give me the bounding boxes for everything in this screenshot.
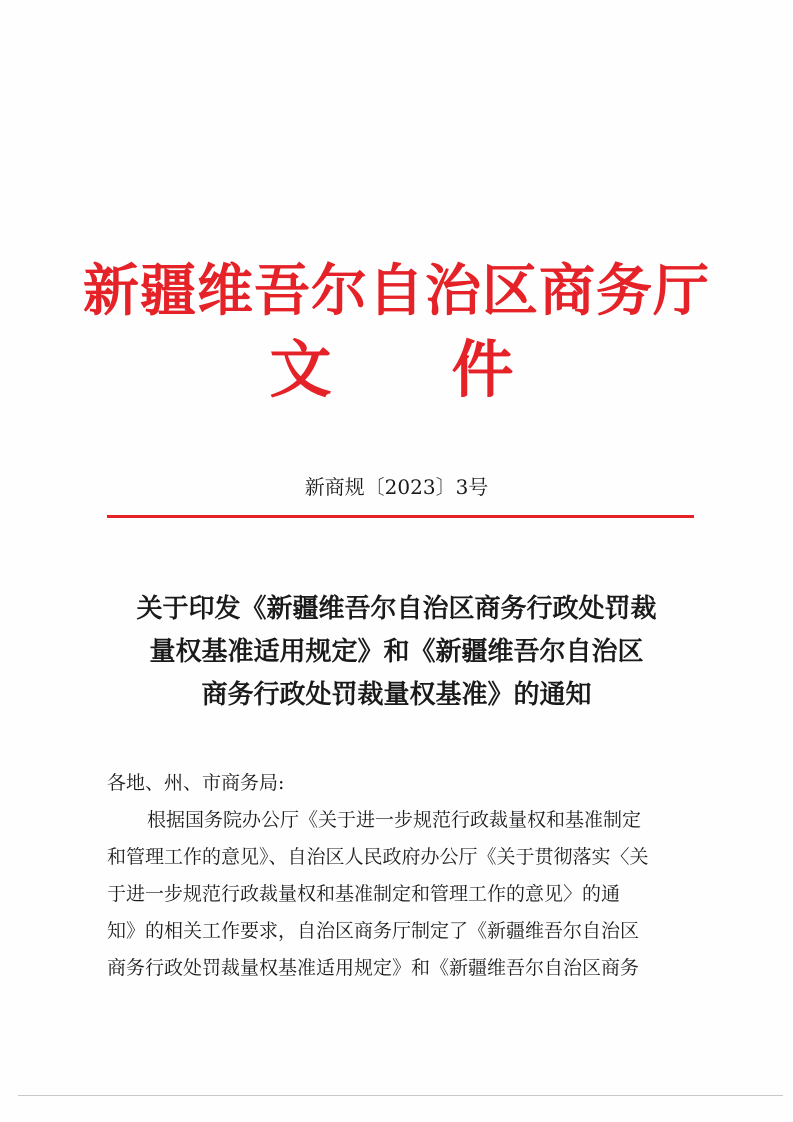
notice-title-line: 量权基准适用规定》和《新疆维吾尔自治区 (149, 637, 644, 667)
notice-title (80, 588, 713, 717)
red-divider-line (107, 515, 694, 518)
notice-title-line: 关于印发《新疆维吾尔自治区商务行政处罚裁 (136, 594, 657, 624)
body-line: 于进一步规范行政裁量权和基准制定和管理工作的意见〉的通 (107, 883, 621, 905)
page-edge-line (18, 1095, 783, 1096)
salutation: 各地、州、市商务局: (107, 772, 285, 794)
document-type-label: 文件 (269, 333, 634, 406)
body-line: 商务行政处罚裁量权基准适用规定》和《新疆维吾尔自治区商务 (107, 957, 640, 979)
body-line: 和管理工作的意见》、自治区人民政府办公厅《关于贯彻落实〈关 (107, 846, 649, 868)
notice-body (107, 765, 697, 987)
notice-title-line: 商务行政处罚裁量权基准》的通知 (201, 680, 592, 710)
body-line: 根据国务院办公厅《关于进一步规范行政裁量权和基准制定 (147, 809, 642, 831)
body-line: 知》的相关工作要求，自治区商务厅制定了《新疆维吾尔自治区 (107, 920, 640, 942)
agency-header-title: 新疆维吾尔自治区商务厅 (83, 258, 710, 324)
document-number: 新商规〔2023〕3号 (304, 475, 489, 499)
